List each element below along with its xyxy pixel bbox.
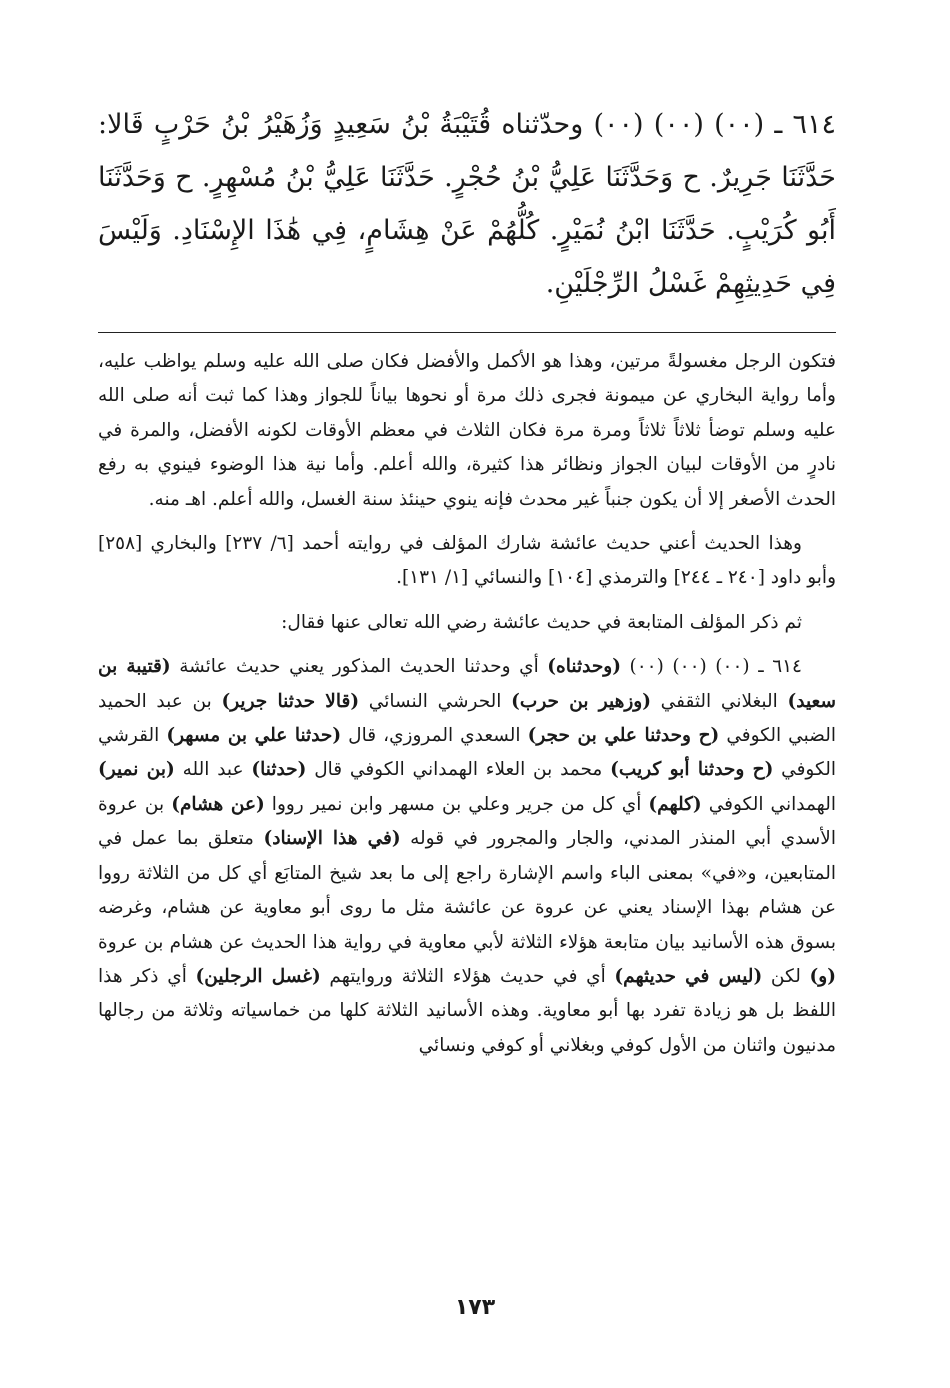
quoted-term: (في هذا الإسناد) xyxy=(263,828,401,850)
quoted-term: (وزهير بن حرب) xyxy=(511,690,651,712)
quoted-term: (قتيبة بن سعيد) xyxy=(98,656,836,712)
text-run: السعدي المروزي، قال xyxy=(341,725,528,747)
text-run: أي في حديث هؤلاء الثلاثة وروايتهم xyxy=(320,965,615,987)
text-run: أي كل من جرير وعلي بن مسهر وابن نمير رووا xyxy=(264,793,649,815)
text-run: بن عبد الحميد الضبي الكوفي xyxy=(98,690,836,747)
quoted-term: (عن هشام) xyxy=(171,793,265,815)
document-page xyxy=(98,98,836,1338)
page-number: ١٧٣ xyxy=(454,1295,496,1320)
text-run: الحرشي النسائي xyxy=(359,690,512,712)
text-run: بن عروة الأسدي أبي المنذر المدني، والجار والمجرور في قوله xyxy=(98,793,837,850)
footnote-separator xyxy=(98,332,836,333)
text-run: متعلق بما عمل في المتابعين، و«في» بمعنى الباء واسم الإشارة راجع إلى ما بعد شيخ المتابَع أي كل من الثلاثة رووا عن هشام بهذا الإسناد يعني عن عروة عن عائشة مثل ما روى أبو معاوية عن هشام، وغرضه بسوق هذه الأسانيد بيان متابعة هؤلاء الثلاثة لأبي معاوية في رواية هذا الحديث عن هشام بن عروة xyxy=(98,828,836,953)
quoted-term: (ليس في حديثهم) xyxy=(614,965,763,987)
quoted-term: (كلهم) xyxy=(648,793,702,815)
text-run: أي وحدثنا الحديث المذكور يعني حديث عائشة xyxy=(170,656,548,678)
quoted-term: (حدثنا علي بن مسهر) xyxy=(166,725,342,747)
quoted-term: (ح وحدثنا علي بن حجر) xyxy=(527,725,720,747)
hadith-text: ٦١٤ ـ (٠٠) (٠٠) (٠٠) وحدّثناه قُتَيْبَةُ بْنُ سَعِيدٍ وَزُهَيْرُ بْنُ حَرْبٍ قَالا: حَدَّثَنَا جَرِيرٌ. ح وَحَدَّثَنَا عَلِيُّ بْنُ حُجْرٍ. حَدَّثَنَا عَلِيُّ بْنُ مُسْهِرٍ. ح وَحَدَّثَنَا أَبُو كُرَيْبٍ. حَدَّثَنَا ابْنُ نُمَيْرٍ. كُلُّهُمْ عَنْ هِشَامٍ، فِي هَٰذَا الإِسْنَادِ. وَلَيْسَ فِي حَدِيثِهِمْ غَسْلُ الرِّجْلَيْنِ. xyxy=(98,109,836,299)
text-run: القرشي الكوفي xyxy=(98,725,836,781)
text-run: ٦١٤ ـ (٠٠) (٠٠) (٠٠) xyxy=(620,656,802,678)
text-run: أي ذكر هذا اللفظ بل هو زيادة تفرد بها أبو معاوية. وهذه الأسانيد الثلاثة كلها من خماسياته وثلاثة من رجالها مدنيون واثنان من الأول كوفي وبغلاني أو كوفي ونسائي xyxy=(98,965,836,1056)
quoted-term: (بن نمير) xyxy=(98,759,175,781)
footnote-continuation: فتكون الرجل مغسولةً مرتين، وهذا هو الأكمل والأفضل فكان صلى الله عليه وسلم يواظب عليه، وأما رواية البخاري عن ميمونة فجرى ذلك مرة أو نحوها بياناً للجواز وهذا كما ثبت أنه صلى الله عليه وسلم توضأ ثلاثاً ثلاثاً ومرة مرة فكان الثلاث في معظم الأوقات لكونه الأفضل، والمرة في نادرٍ من الأوقات لبيان الجواز ونظائر هذا كثيرة، والله أعلم. وأما نية هذا الوضوء فينوي به رفع الحدث الأصغر إلا أن يكون جنباً غير محدث فإنه ينوي حينئذ سنة الغسل، والله أعلم. اهـ منه. xyxy=(98,351,836,510)
quoted-term: (حدثنا) xyxy=(251,759,307,781)
text-run: عبد الله xyxy=(174,759,252,781)
takhrij-paragraph: وهذا الحديث أعني حديث عائشة شارك المؤلف في روايته أحمد [٦/ ٢٣٧] والبخاري [٢٥٨] وأبو داود [٢٤٠ ـ ٢٤٤] والترمذي [١٠٤] والنسائي [١/ ١٣١]. xyxy=(98,533,836,589)
hadith-explanation xyxy=(98,650,836,1063)
commentary-block xyxy=(98,345,836,1063)
quoted-term: (و) xyxy=(809,965,836,987)
text-run: لكن xyxy=(762,965,810,987)
quoted-term: (غسل الرجلين) xyxy=(195,965,321,987)
text-run: محمد بن العلاء الهمداني الكوفي قال xyxy=(306,759,611,781)
text-run: الهمداني الكوفي xyxy=(701,793,836,815)
quoted-term: (وحدثناه) xyxy=(547,656,621,678)
quoted-term: (قالا حدثنا جرير) xyxy=(221,690,360,712)
mutaba-intro: ثم ذكر المؤلف المتابعة في حديث عائشة رضي الله تعالى عنها فقال: xyxy=(281,611,802,633)
quoted-term: (ح وحدثنا أبو كريب) xyxy=(610,759,774,781)
text-run: البغلاني الثقفي xyxy=(650,690,788,712)
